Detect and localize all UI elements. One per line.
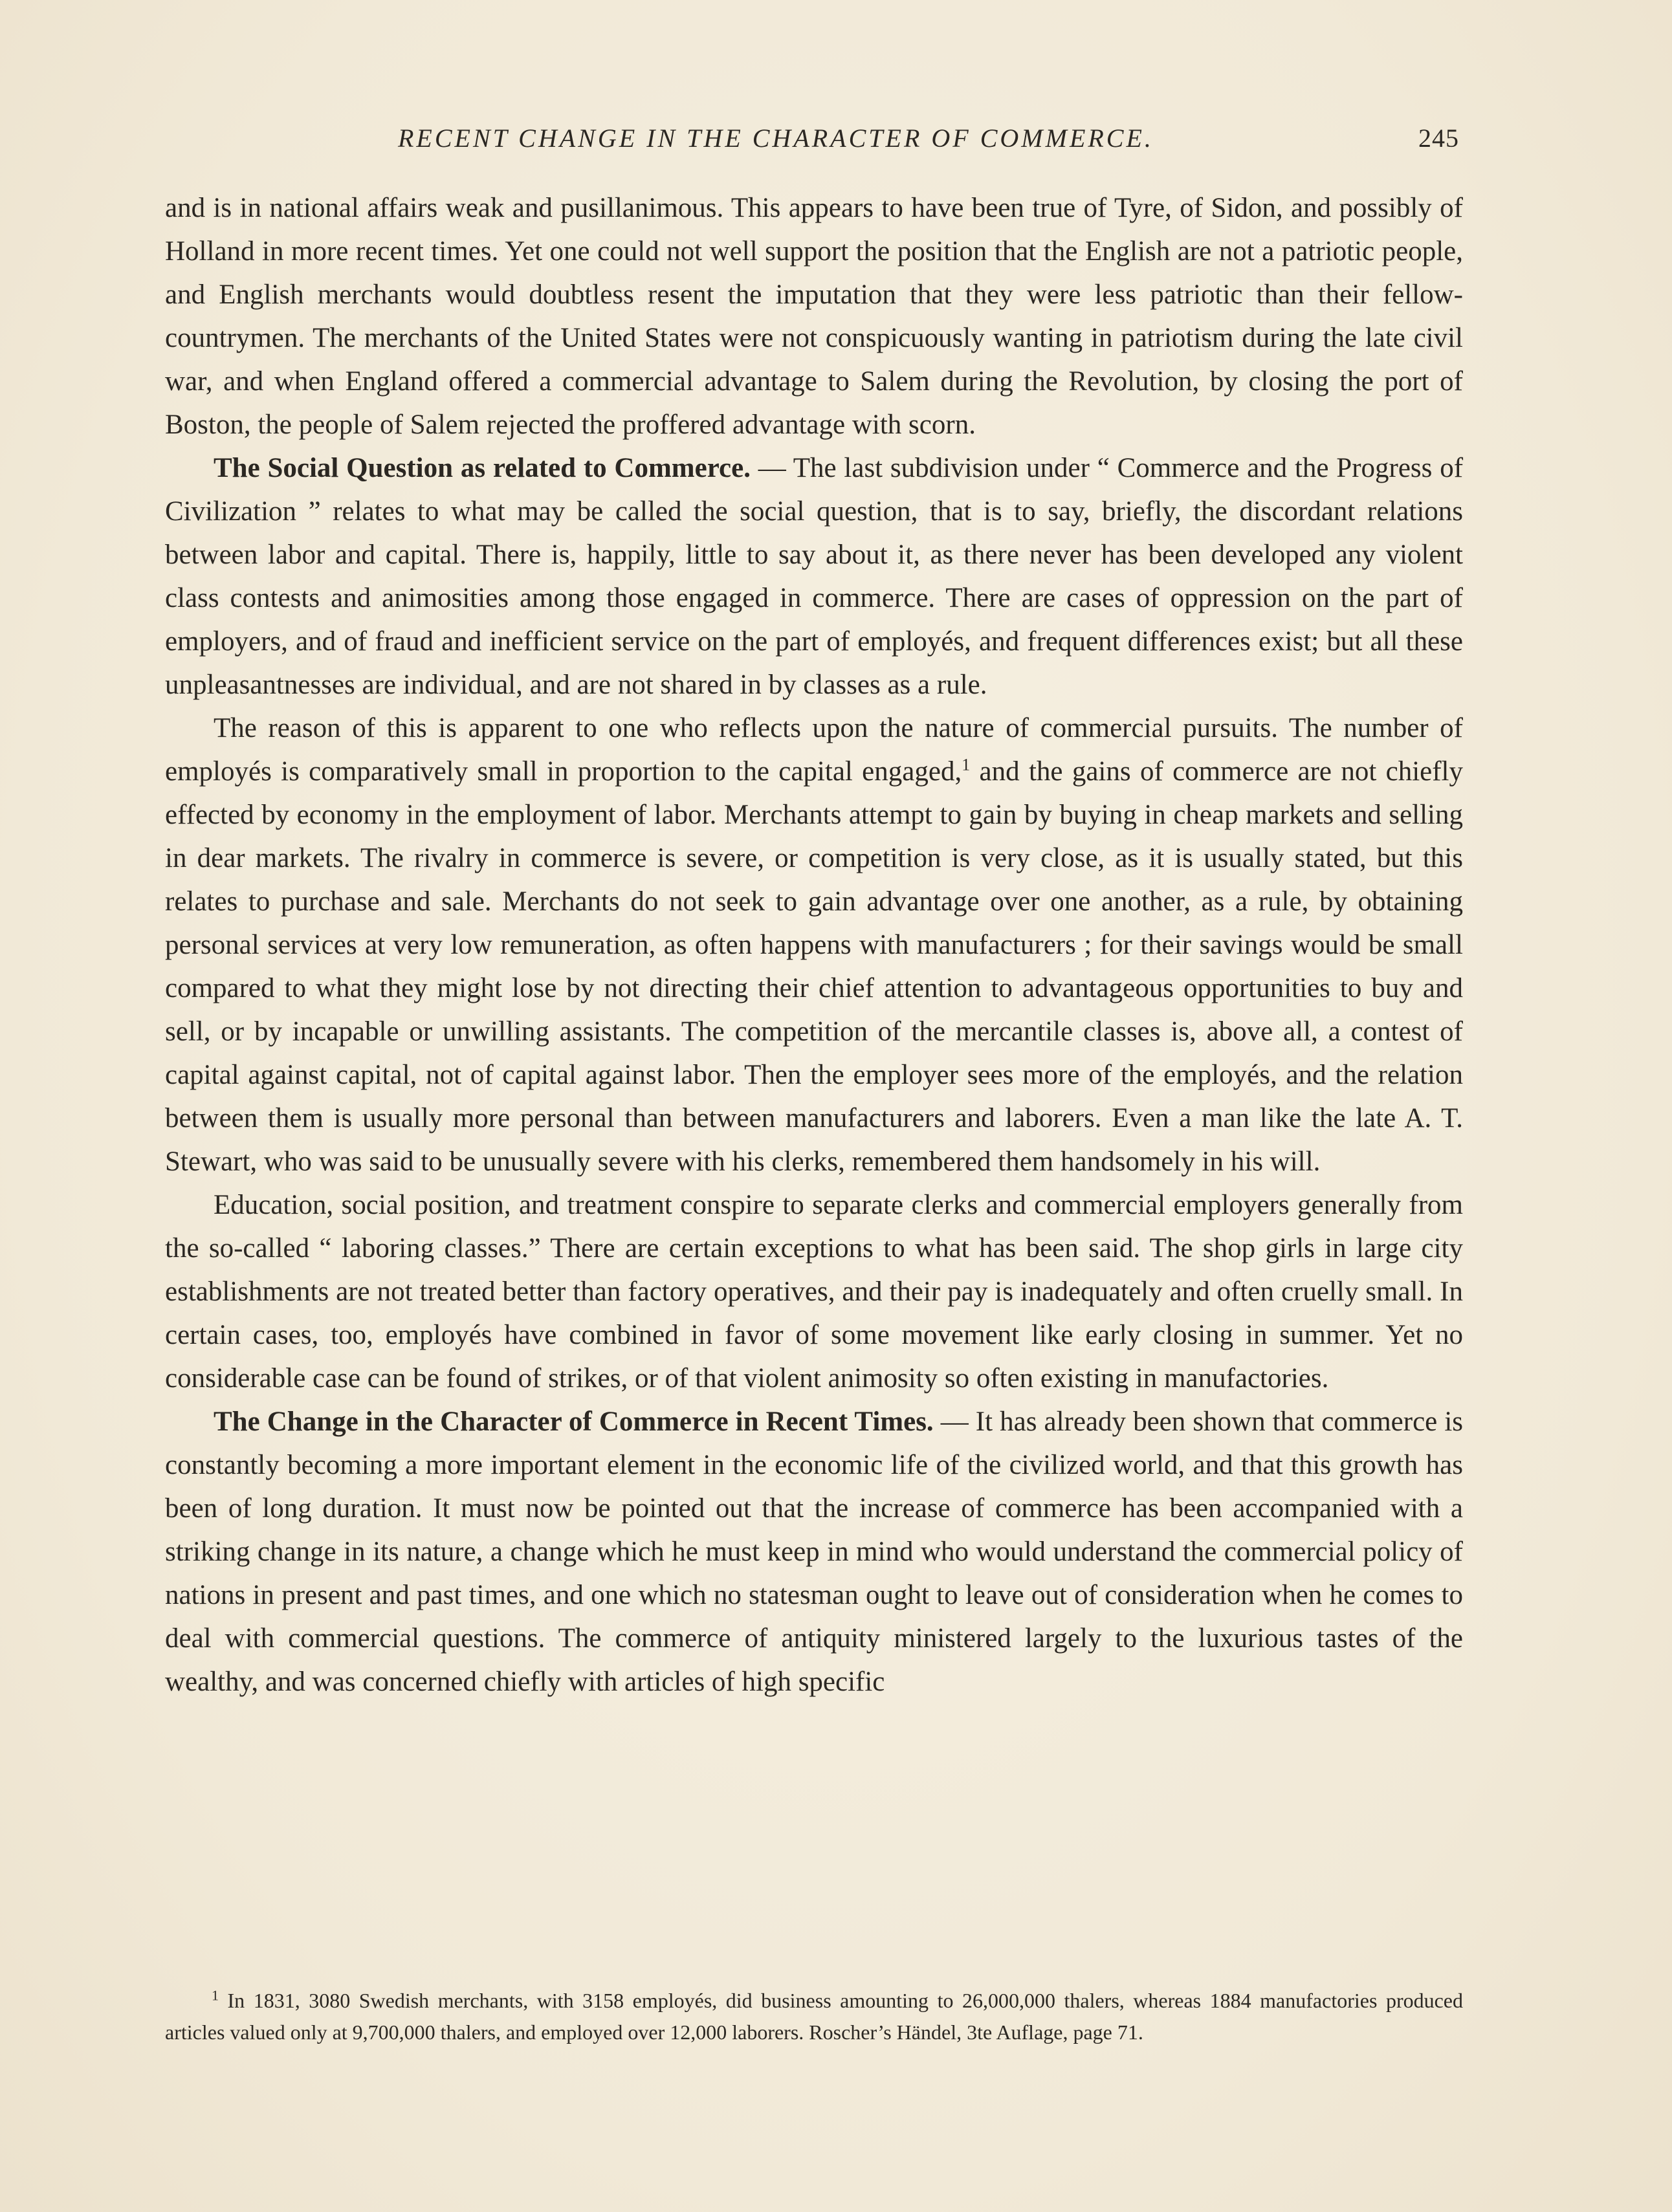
- page-header: [165, 123, 1459, 162]
- paragraph-1: and is in national affairs weak and pusillanimous. This appears to have been true of Tyre, of Sidon, and possibly of Holland in more recent times. Yet one could not well support the position that the English are not a patriotic people, and English merchants would doubtless resent the imputation that they were less patriotic than their fellow-countrymen. The merchants of the United States were not conspicuously wanting in patriotism during the late civil war, and when England offered a commercial advantage to Salem during the Revolution, by closing the port of Boston, the people of Salem rejected the proffered advantage with scorn.: [165, 193, 1463, 440]
- paragraph-3: [165, 706, 1463, 1183]
- paragraph-2: [165, 446, 1463, 706]
- paragraph-5-text: — It has already been shown that commerce is constantly becoming a more important element in the economic life of the civilized world, and that this growth has been of long duration. It must now be pointed out that the increase of commerce has been accompanied with a striking change in its nature, a change which he must keep in mind who would understand the commercial policy of nations in present and past times, and one which no statesman ought to leave out of consideration when he comes to deal with commercial questions. The commerce of antiquity ministered largely to the luxurious tastes of the wealthy, and was concerned chiefly with articles of high specific: [165, 1407, 1463, 1697]
- paragraph-5: [165, 1400, 1463, 1703]
- running-head: RECENT CHANGE IN THE CHARACTER OF COMMERCE.: [398, 124, 1154, 153]
- body-text: [165, 186, 1463, 1703]
- paragraph-4: Education, social position, and treatment conspire to separate clerks and commercial employers generally from the so-called “ laboring classes.” There are certain exceptions to what has been said. The shop girls in large city establishments are not treated better than factory operatives, and their pay is inadequately and often cruelly small. In certain cases, too, employés have combined in favor of some movement like early closing in summer. Yet no considerable case can be found of strikes, or of that violent animosity so often existing in manufactories.: [165, 1190, 1463, 1394]
- footnote-text: In 1831, 3080 Swedish merchants, with 3158 employés, did business amounting to 26,000,000 thalers, whereas 1884 manufactories produced articles valued only at 9,700,000 thalers, and employed over 12,000 laborers. Roscher’s Händel, 3te Auflage, page 71.: [165, 1989, 1463, 2044]
- paragraph-2-text: — The last subdivision under “ Commerce and the Progress of Civilization ” relates to what may be called the social question, that is to say, briefly, the discordant relations between labor and capital. There is, happily, little to say about it, as there never has been developed any violent class contests and animosities among those engaged in commerce. There are cases of oppression on the part of employers, and of fraud and inefficient service on the part of employés, and frequent differences exist; but all these unpleasantnesses are individual, and are not shared in by classes as a rule.: [165, 453, 1464, 700]
- paragraph-3-text-b: and the gains of commerce are not chiefly effected by economy in the employment of labor. Merchants attempt to gain by buying in cheap markets and selling in dear markets. The rivalry in commerce is severe, or competition is very close, as it is usually stated, but this relates to purchase and sale. Merchants do not seek to gain advantage over one another, as a rule, by obtaining personal services at very low remuneration, as often happens with manufacturers ; for their savings would be small compared to what they might lose by not directing their chief attention to advantageous opportunities to buy and sell, or by incapable or unwilling assistants. The competition of the mercantile classes is, above all, a contest of capital against capital, not of capital against labor. Then the employer sees more of the employés, and the relation between them is usually more personal than between manufacturers and laborers. Even a man like the late A. T. Stewart, who was said to be unusually severe with his clerks, remembered them handsomely in his will.: [165, 756, 1463, 1177]
- section-heading-change-in-character: The Change in the Character of Commerce in Recent Times.: [214, 1407, 934, 1437]
- footnote-marker: 1: [212, 1987, 219, 2004]
- footnote: [165, 1985, 1463, 2048]
- section-heading-social-question: The Social Question as related to Commerce.: [214, 453, 751, 483]
- paragraph-3-text-a: The reason of this is apparent to one who reflects upon the nature of commercial pursuits. The number of employés is comparatively small in proportion to the capital engaged,: [165, 713, 1463, 787]
- footnote-reference: 1: [962, 755, 971, 774]
- page-number: 245: [1418, 124, 1459, 153]
